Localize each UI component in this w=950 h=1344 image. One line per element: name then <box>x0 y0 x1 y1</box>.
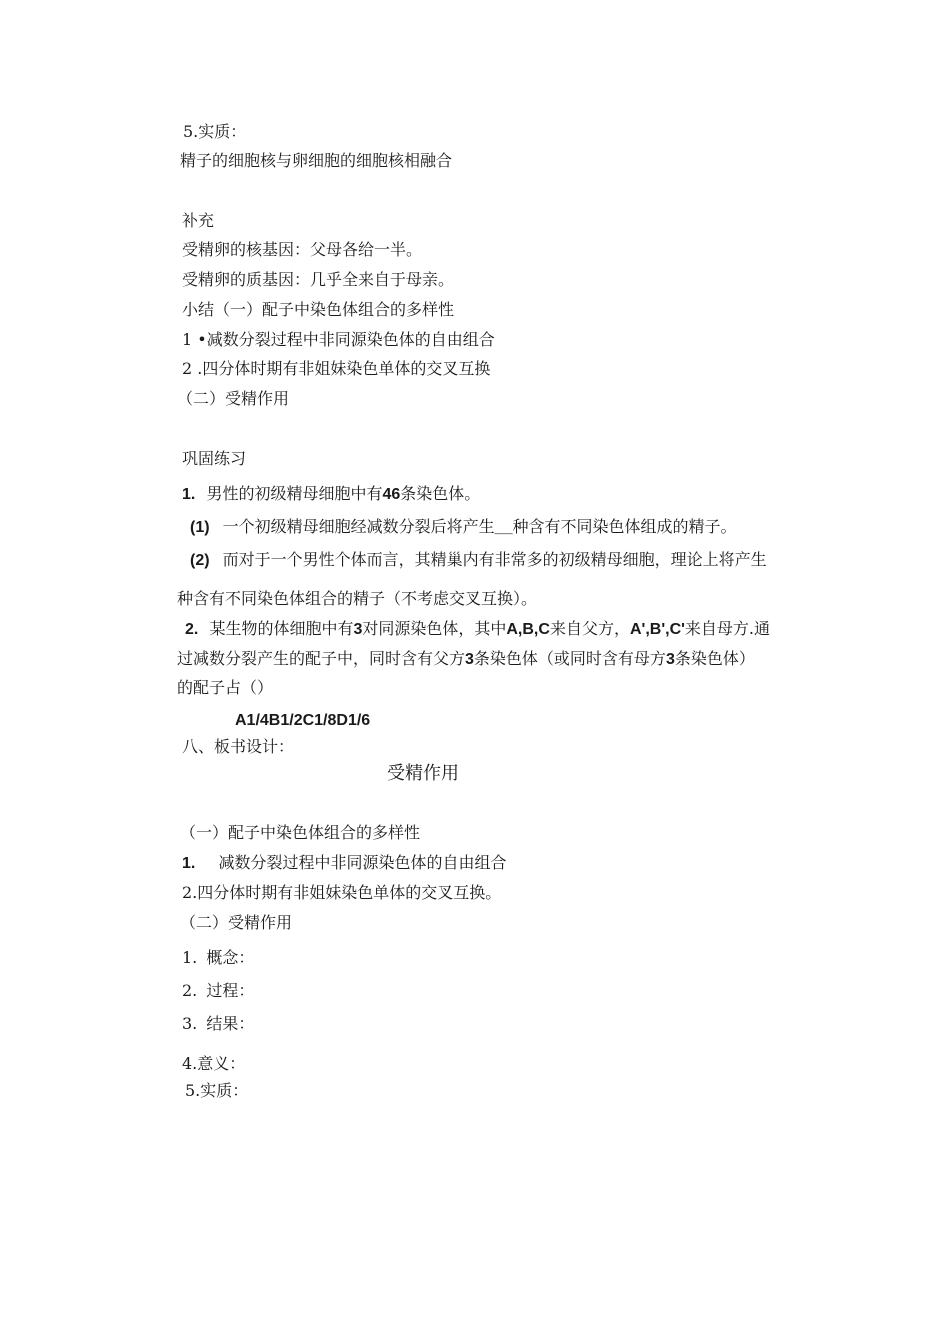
question-2-options: A1/4B1/2C1/8D1/6 <box>235 712 371 729</box>
part-2-continuation: 种含有不同染色体组合的精子（不考虑交叉互换）。 <box>177 589 538 608</box>
board-line-2 <box>182 853 506 874</box>
section-5-label: 5.实质： <box>183 122 247 141</box>
supplement-line-2: 受精卵的质基因：几乎全来自于母亲。 <box>182 270 455 289</box>
part-2-text: 而对于一个男性个体而言，其精巢内有非常多的初级精母细胞，理论上将产生 <box>222 550 767 569</box>
answer-blank: __ <box>494 519 513 536</box>
practice-title: 巩固练习 <box>182 449 247 468</box>
question-1-number: 1. <box>182 486 196 503</box>
part-1-text-end: 种含有不同染色体组成的精子。 <box>512 517 737 536</box>
board-list-item <box>182 981 254 1001</box>
pair-count: 3 <box>353 621 363 638</box>
question-2-text-g: 条染色体） <box>674 649 755 668</box>
question-1-text: 男性的初级精母细胞中有 <box>206 484 383 503</box>
question-2-text-b: 对同源染色体，其中 <box>362 619 507 638</box>
list-item-text: 过程： <box>206 981 255 1000</box>
question-2-text-a: 某生物的体细胞中有 <box>209 619 354 638</box>
supplement-line-1: 受精卵的核基因：父母各给一半。 <box>182 240 423 259</box>
list-item-text: 结果： <box>206 1014 255 1033</box>
board-line-2-number: 1. <box>182 855 196 872</box>
list-item-text: 概念： <box>206 948 255 967</box>
summary-line-3: 2 .四分体时期有非姐妹染色单体的交叉互换 <box>182 359 491 378</box>
supplement-title: 补充 <box>182 211 215 230</box>
part-1-text: 一个初级精母细胞经减数分裂后将产生 <box>222 517 495 536</box>
part-1-number: (1) <box>190 519 210 536</box>
part-2-number: (2) <box>190 552 210 569</box>
list-item-number: 2. <box>182 981 198 1000</box>
question-1-text-end: 条染色体。 <box>400 484 481 503</box>
question-2-text-e: 过减数分裂产生的配子中，同时含有父方 <box>177 649 466 668</box>
board-line-1: （一）配子中染色体组合的多样性 <box>180 823 421 842</box>
question-1-count: 46 <box>382 486 401 503</box>
board-line-3: 2.四分体时期有非姐妹染色单体的交叉互换。 <box>182 883 502 902</box>
question-2-text-f: 条染色体（或同时含有母方 <box>473 649 666 668</box>
list-item-number: 3. <box>182 1014 198 1033</box>
summary-line-2: 1 •减数分裂过程中非同源染色体的自由组合 <box>182 330 495 349</box>
summary-line-4: （二）受精作用 <box>177 389 290 408</box>
mother-chromosome-count: 3 <box>665 651 675 668</box>
father-chromosome-count: 3 <box>465 651 474 668</box>
question-1 <box>182 484 480 505</box>
question-2-text-d: 来自母方.通 <box>684 619 771 638</box>
board-title: 受精作用 <box>387 763 459 784</box>
mother-genes: A',B',C' <box>629 621 685 638</box>
board-design-label: 八、板书设计： <box>182 737 295 756</box>
question-2-text-c: 来自父方， <box>549 619 630 638</box>
board-line-5: 4.意义： <box>182 1054 246 1073</box>
board-list-item <box>182 948 254 968</box>
question-2-line-3: 的配子占（） <box>177 678 274 697</box>
question-1-part-2 <box>190 550 767 571</box>
list-item-number: 1. <box>182 948 198 967</box>
question-2-number: 2. <box>185 621 199 638</box>
board-line-6: 5.实质： <box>185 1081 249 1100</box>
summary-line-1: 小结（一）配子中染色体组合的多样性 <box>182 300 455 319</box>
question-2-line-2 <box>177 649 755 670</box>
father-genes: A,B,C <box>506 621 550 638</box>
question-1-part-1 <box>190 517 736 538</box>
board-line-4: （二）受精作用 <box>180 913 293 932</box>
board-line-2-text: 减数分裂过程中非同源染色体的自由组合 <box>218 853 507 872</box>
section-5-text: 精子的细胞核与卵细胞的细胞核相融合 <box>180 151 453 170</box>
question-2-line-1 <box>185 619 770 640</box>
board-list-item <box>182 1014 254 1034</box>
